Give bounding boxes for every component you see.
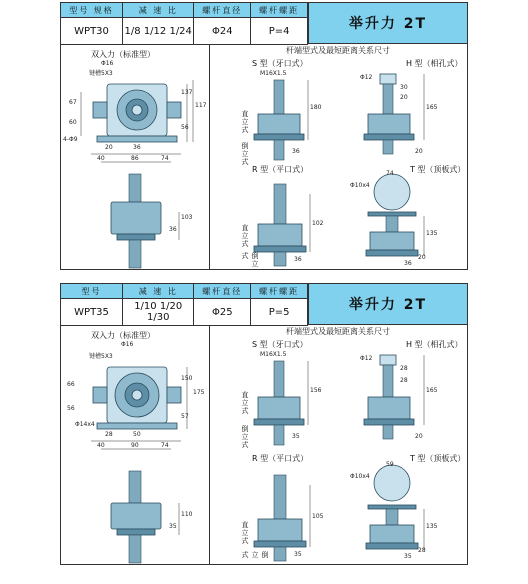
inverted-label: 倒立式	[241, 551, 269, 559]
pitch-value: P=5	[251, 299, 308, 326]
upright-label: 直立式	[241, 391, 249, 415]
dim-label: 4-Φ9	[63, 136, 78, 143]
left-title: 双入力（标准型）	[91, 50, 155, 59]
upright-label: 直立式	[241, 224, 249, 248]
spec-block-wpt30	[60, 2, 468, 270]
dim-label: 36	[133, 144, 141, 151]
dim-label: 110	[181, 511, 193, 518]
lift-capacity: 举升力 2T	[308, 2, 468, 44]
dim-label: 90	[131, 442, 139, 449]
dim-label: 40	[97, 442, 105, 449]
col-dia: 螺杆直径	[194, 3, 251, 18]
s-type-label: S 型（牙口式）	[252, 340, 308, 349]
dim-label: 28	[105, 431, 113, 438]
dim-label: 165	[426, 104, 438, 111]
dim-label: 117	[195, 102, 207, 109]
thread-label: M16X1.5	[260, 351, 287, 358]
col-pitch: 螺杆螺距	[251, 3, 308, 18]
dim-label: 36	[294, 256, 302, 263]
dim-label: 180	[310, 104, 322, 111]
col-ratio: 减 速 比	[123, 284, 194, 299]
spec-table	[60, 2, 308, 45]
dim-label: 20	[415, 433, 423, 440]
left-title: 双入力（标准型）	[91, 331, 155, 340]
r-type-label: R 型（平口式）	[252, 165, 309, 174]
dim-label: Φ12	[360, 74, 373, 81]
dim-label: 20	[415, 148, 423, 155]
dim-label: 56	[67, 405, 75, 412]
h-type-label: H 型（相孔式）	[406, 340, 463, 349]
right-panel	[210, 44, 468, 270]
col-pitch: 螺杆螺距	[251, 284, 308, 299]
dim-label: Φ16	[121, 341, 134, 348]
col-model: 型号 规格	[61, 3, 123, 18]
dim-label: 35	[292, 433, 300, 440]
inverted-label: 倒立式	[241, 252, 259, 268]
dim-label: 105	[312, 513, 324, 520]
dim-label: 20	[105, 144, 113, 151]
dim-label: 50	[133, 431, 141, 438]
key-label: 键槽5X3	[89, 353, 113, 360]
left-panel	[60, 325, 210, 565]
dim-label: 175	[193, 389, 205, 396]
dim-label: 66	[67, 381, 75, 388]
lift-capacity: 举升力 2T	[308, 283, 468, 325]
dia-value: Φ25	[194, 299, 251, 326]
dim-label: 137	[181, 89, 193, 96]
ratio-value: 1/10 1/20 1/30	[123, 299, 194, 326]
spec-header	[60, 2, 468, 44]
dim-label: 57	[181, 413, 189, 420]
upright-label: 直立式	[241, 521, 249, 545]
right-panel	[210, 325, 468, 565]
right-title: 杆端型式及最短距离关系尺寸	[286, 327, 390, 336]
dim-label: Φ10x4	[350, 182, 370, 189]
inverted-label: 倒立式	[241, 425, 249, 449]
dim-label: 36	[169, 226, 177, 233]
model-value: WPT35	[61, 299, 123, 326]
left-panel	[60, 44, 210, 270]
dim-label: 60	[69, 119, 77, 126]
dim-label: 56	[181, 124, 189, 131]
dim-label: 30	[400, 84, 408, 91]
dim-label: 67	[69, 99, 77, 106]
dim-label: 103	[181, 214, 193, 221]
dim-label: 28	[400, 377, 408, 384]
inverted-label: 倒立式	[241, 142, 249, 166]
dim-label: 36	[292, 148, 300, 155]
col-model: 型号	[61, 284, 123, 299]
dim-label: 165	[426, 387, 438, 394]
dim-label: 20	[400, 94, 408, 101]
dia-value: Φ24	[194, 18, 251, 45]
dim-label: 74	[161, 442, 169, 449]
t-type-label: T 型（顶板式）	[410, 165, 466, 174]
dim-label: 74	[161, 155, 169, 162]
dim-label: Φ14x4	[75, 421, 95, 428]
dim-label: 35	[169, 523, 177, 530]
spec-block-wpt35	[60, 283, 468, 565]
dim-label: Φ16	[101, 60, 114, 67]
right-title: 杆端型式及最短距离关系尺寸	[286, 46, 390, 55]
dim-label: Φ10x4	[350, 473, 370, 480]
dim-label: 35	[294, 551, 302, 558]
dim-label: 150	[181, 375, 193, 382]
spec-header	[60, 283, 468, 325]
dim-label: 28	[400, 365, 408, 372]
dim-label: 74	[386, 170, 394, 177]
h-type-label: H 型（相孔式）	[406, 59, 463, 68]
spec-table	[60, 283, 308, 326]
dim-label: 102	[312, 220, 324, 227]
r-type-label: R 型（平口式）	[252, 454, 309, 463]
dim-label: 28	[418, 547, 426, 554]
dim-label: 59	[386, 461, 394, 468]
dim-label: 40	[97, 155, 105, 162]
dim-label: Φ12	[360, 355, 373, 362]
s-type-label: S 型（牙口式）	[252, 59, 308, 68]
ratio-value: 1/8 1/12 1/24	[123, 18, 194, 45]
col-ratio: 减 速 比	[123, 3, 194, 18]
t-type-label: T 型（顶板式）	[410, 454, 466, 463]
upright-label: 直立式	[241, 110, 249, 134]
dim-label: 36	[404, 260, 412, 267]
pitch-value: P=4	[251, 18, 308, 45]
dim-label: 156	[310, 387, 322, 394]
dim-label: 86	[131, 155, 139, 162]
model-value: WPT30	[61, 18, 123, 45]
col-dia: 螺杆直径	[194, 284, 251, 299]
dim-label: 135	[426, 523, 438, 530]
dim-label: 35	[404, 553, 412, 560]
dim-label: 135	[426, 230, 438, 237]
thread-label: M16X1.5	[260, 70, 287, 77]
key-label: 键槽5X3	[89, 70, 113, 77]
dim-label: 20	[418, 254, 426, 261]
